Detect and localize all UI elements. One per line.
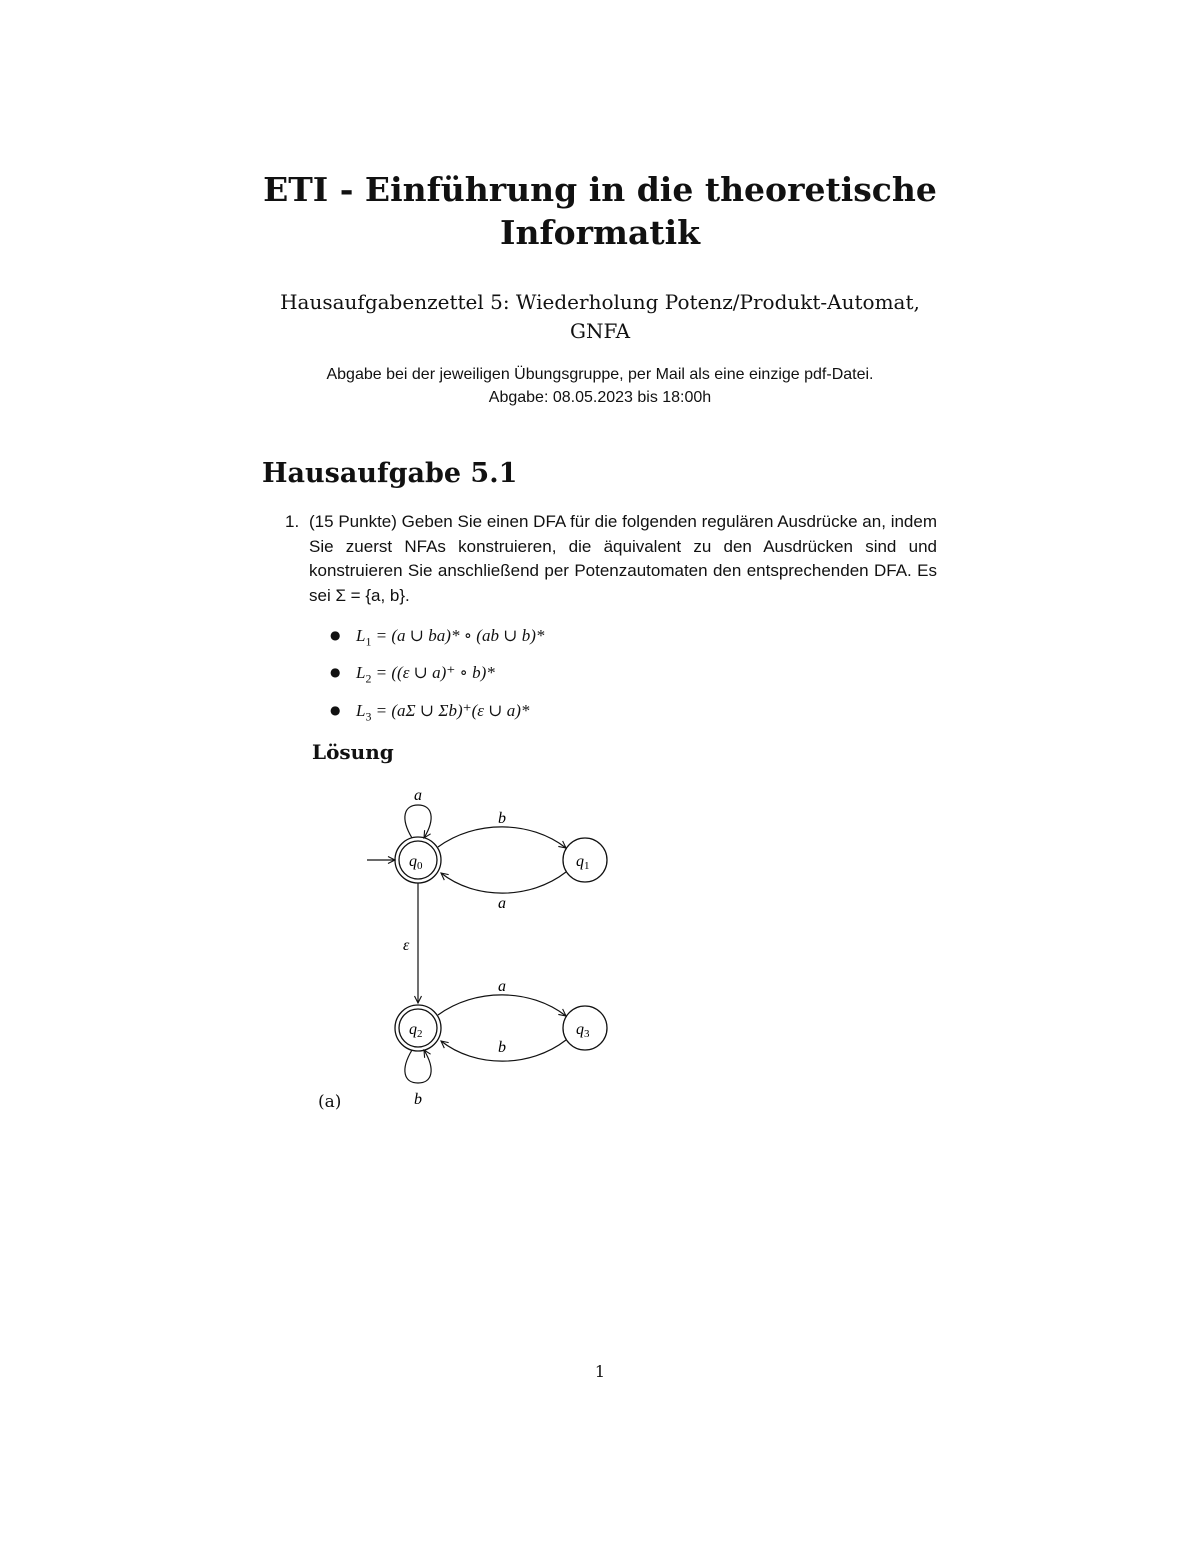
page-number: 1 [594,1362,606,1381]
transition-label: a [498,978,506,995]
state-label: q1 [576,853,590,872]
state-label: q2 [409,1021,423,1040]
language-index: 1 [365,634,372,649]
transition-label: a [414,787,422,804]
transition-label: b [498,810,506,827]
transition-label: b [414,1091,422,1108]
language-name: L [356,700,366,720]
subfigure-label: (a) [318,1092,342,1112]
transition-label: a [498,895,506,912]
language-expression: = (a ∪ ba)* ∘ (ab ∪ b)* [371,626,545,645]
state-label: q3 [576,1021,590,1040]
task-text: (15 Punkte) Geben Sie einen DFA für die folgenden regulären Ausdrücke an, indem Sie zuerst NFAs konstruieren, die äquivalent zu den Ausdrücken sind und konstruieren Sie anschließend per Potenzautomaten den entsprechenden DFA. Es sei Σ = {a, b}. [309,512,937,605]
title-line-1: ETI - Einführung in die theoretische [263,170,937,209]
task-number: 1. [285,512,300,531]
state-q2 [395,1005,441,1051]
transition-q0-q1 [438,827,566,848]
language-name: L [356,663,366,683]
transition-q0-loop [405,805,431,838]
subtitle-line-1: Hausaufgabenzettel 5: Wiederholung Potenz/Produkt-Automat, [280,290,920,314]
state-q3 [563,1006,607,1050]
section-heading: Hausaufgabe 5.1 [262,458,518,489]
language-expression: = ((ε ∪ a)⁺ ∘ b)* [371,663,495,683]
transition-q2-loop [405,1050,431,1083]
language-expression: = (aΣ ∪ Σb)⁺(ε ∪ a)* [371,700,530,720]
state-q0 [395,837,441,883]
state-q1 [563,838,607,882]
language-index: 2 [365,671,372,686]
title-line-2: Informatik [500,213,700,252]
state-label: q0 [409,853,423,872]
bullet-icon: ● [330,628,341,642]
transition-q1-q0 [441,872,566,893]
submission-line-1: Abgabe bei der jeweiligen Übungsgruppe, per Mail als eine einzige pdf-Datei. [326,366,874,383]
submission-deadline: Abgabe: 08.05.2023 bis 18:00h [488,389,712,406]
language-name: L [356,626,366,645]
bullet-icon: ● [330,665,341,680]
subtitle-line-2: GNFA [569,319,631,343]
transition-q2-q3 [438,995,566,1016]
bullet-icon: ● [330,702,341,717]
transition-label: b [498,1039,506,1056]
language-index: 3 [365,709,372,724]
transition-label: ε [403,937,410,954]
solution-heading: Lösung [312,740,394,764]
